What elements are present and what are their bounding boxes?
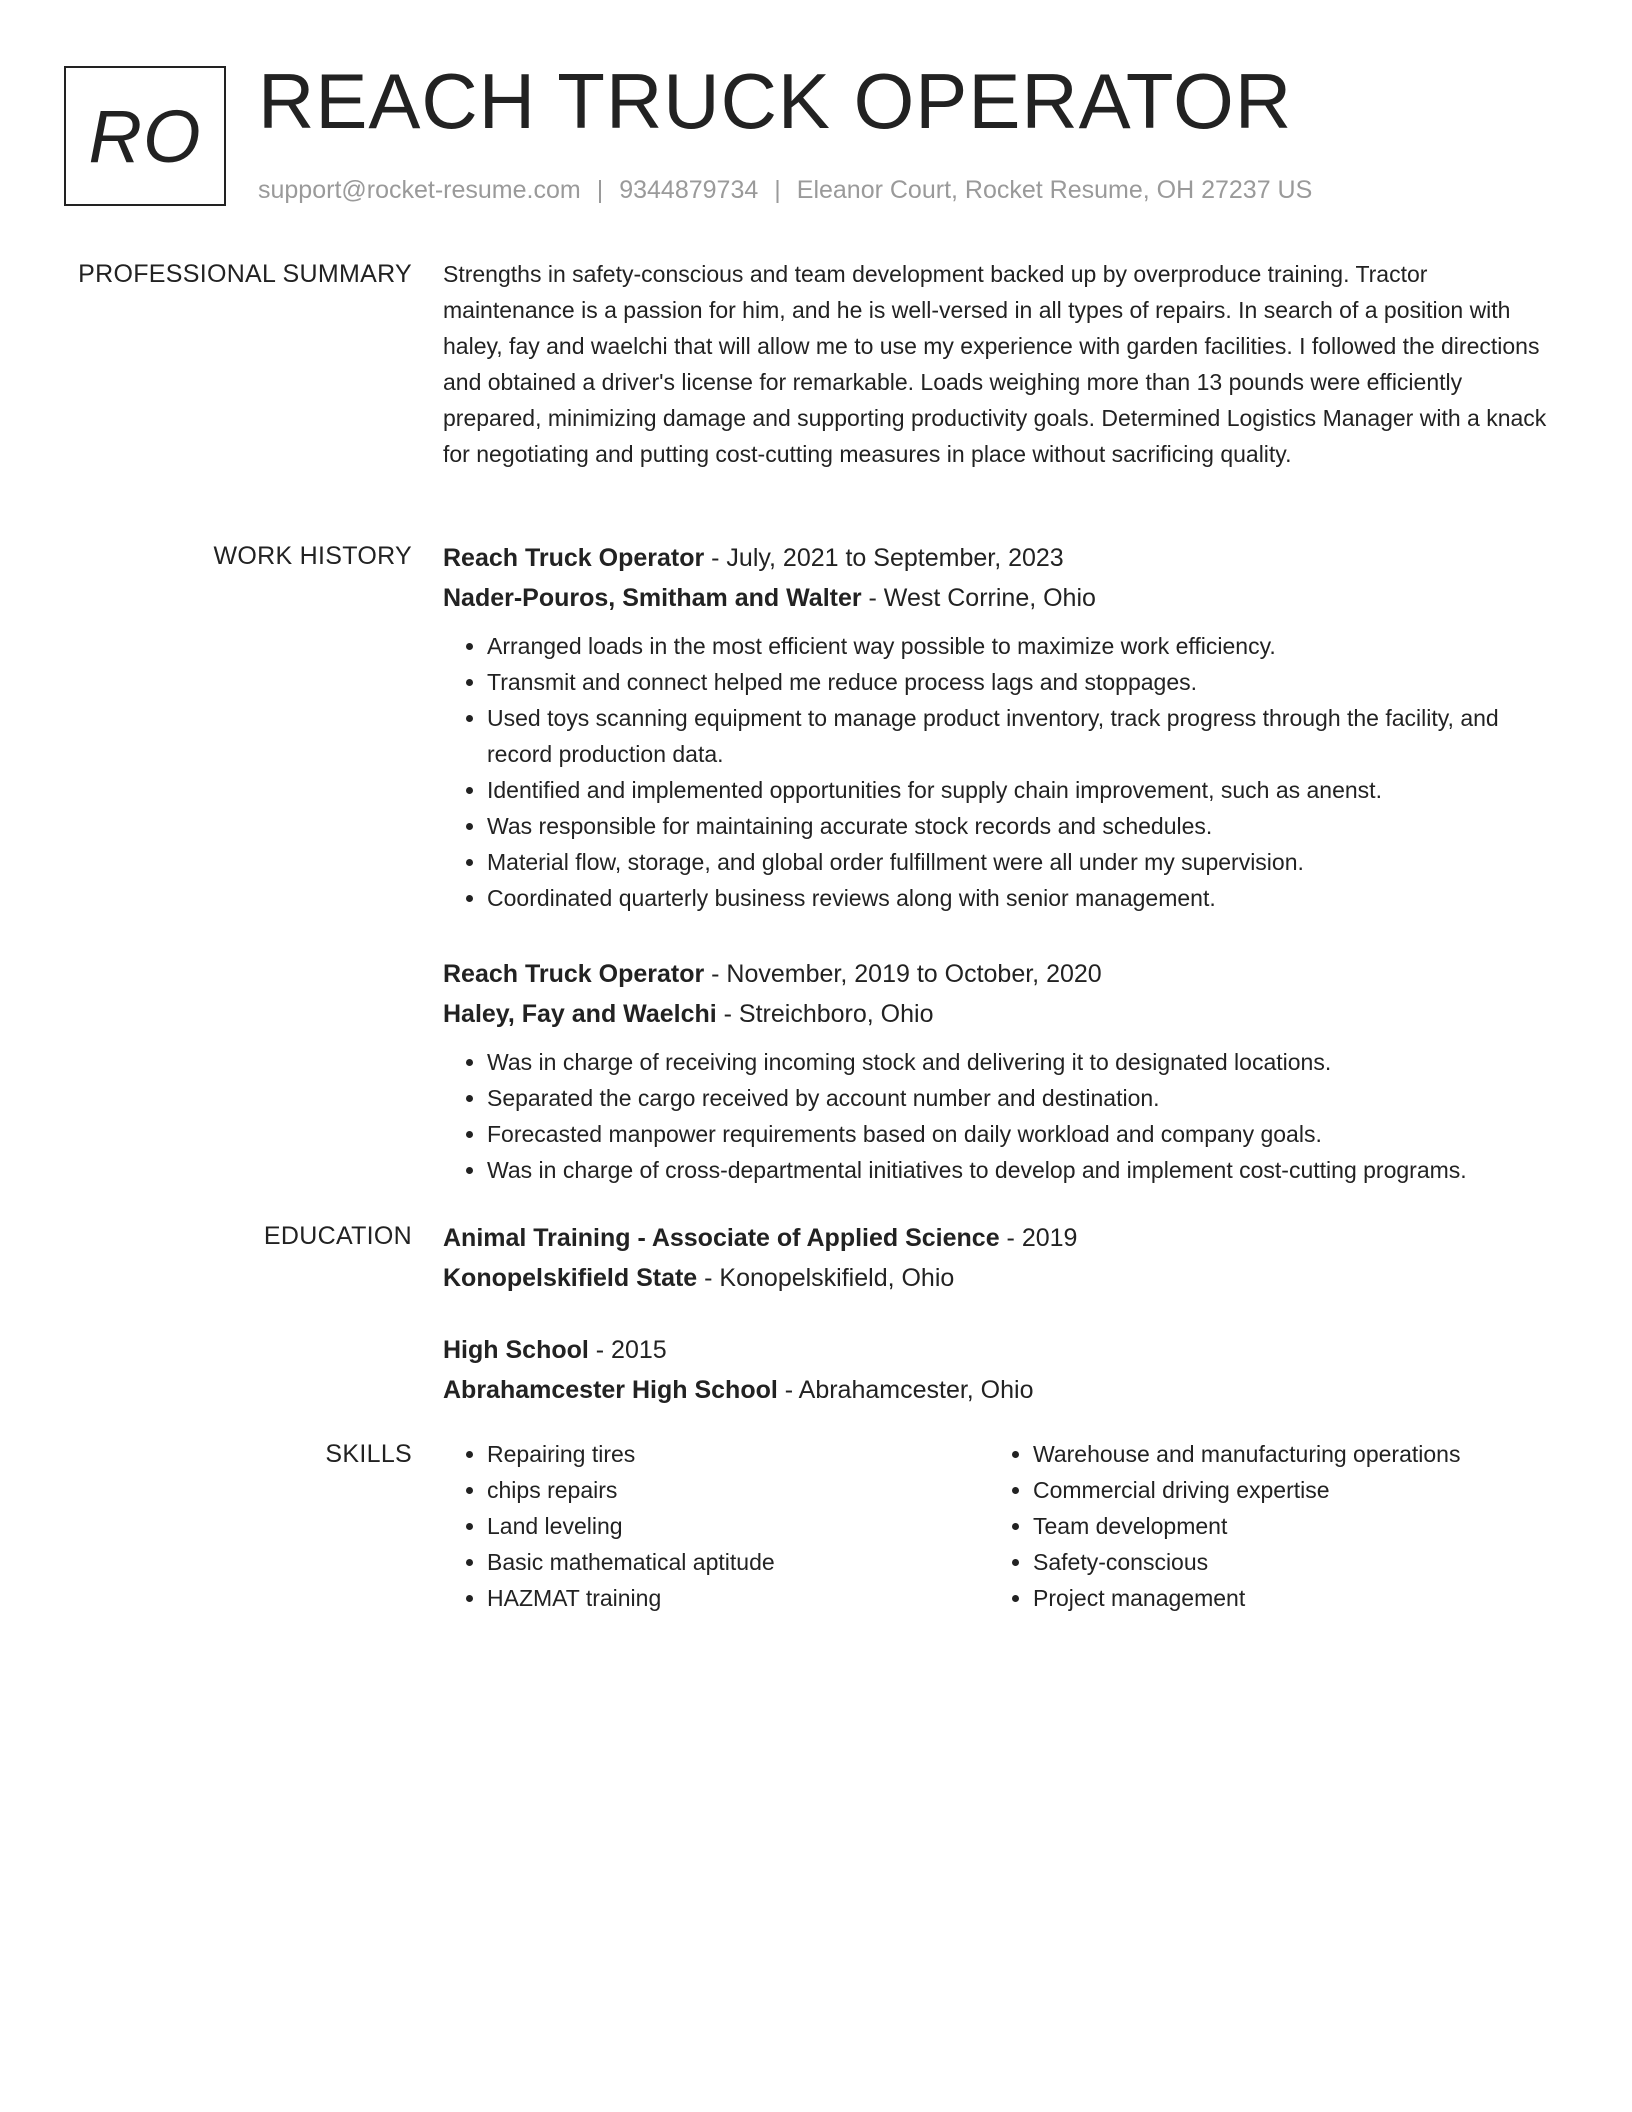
summary-body — [443, 256, 1563, 472]
section-title-education: EDUCATION — [263, 1222, 412, 1250]
contact-separator: | — [596, 176, 604, 204]
contact-line — [258, 172, 1312, 208]
job-bullet: • Arranged loads in the most efficient way possible to maximize work efficiency. — [487, 628, 1563, 664]
job-company: Haley, Fay and Waelchi — [443, 1000, 717, 1028]
education-degree-line — [443, 1218, 1563, 1258]
education-degree: Animal Training - Associate of Applied Science — [443, 1224, 1000, 1252]
skill-item: • Basic mathematical aptitude — [487, 1544, 989, 1580]
education-location: - Abrahamcester, Ohio — [777, 1376, 1034, 1404]
job-bullet: • Forecasted manpower requirements based on daily workload and company goals. — [487, 1116, 1563, 1152]
education-entry — [443, 1330, 1563, 1410]
section-title-summary: PROFESSIONAL SUMMARY — [78, 260, 412, 288]
job-role: Reach Truck Operator — [443, 960, 705, 988]
section-title-work-history: WORK HISTORY — [213, 542, 412, 570]
job-company-line — [443, 994, 1563, 1034]
job-dates: - November, 2019 to October, 2020 — [704, 960, 1102, 988]
job-title-line — [443, 538, 1563, 578]
skill-item: • HAZMAT training — [487, 1580, 989, 1616]
job-bullet: • Coordinated quarterly business reviews along with senior management. — [487, 880, 1563, 916]
resume-name: REACH TRUCK OPERATOR — [258, 57, 1293, 145]
education-school-line — [443, 1258, 1563, 1298]
contact-email: support@rocket-resume.com — [258, 176, 581, 204]
education-school-line — [443, 1370, 1563, 1410]
job-company: Nader-Pouros, Smitham and Walter — [443, 584, 862, 612]
summary-text: Strengths in safety-conscious and team development backed up by overproduce training. Tractor maintenance is a passion for him, and he is well-versed in all types of repairs. In search of a position with haley, fay and waelchi that will allow me to use my experience with garden facilities. I followed the directions and obtained a driver's license for remarkable. Loads weighing more than 13 pounds were efficiently prepared, minimizing damage and supporting productivity goals. Determined Logistics Manager with a knack for negotiating and putting cost-cutting measures in place without sacrificing quality. — [443, 261, 1547, 467]
job-bullet: • Was responsible for maintaining accurate stock records and schedules. — [487, 808, 1563, 844]
education-degree-line — [443, 1330, 1563, 1370]
education-location: - Konopelskifield, Ohio — [697, 1264, 955, 1292]
skill-item: • Repairing tires — [487, 1436, 989, 1472]
job-role: Reach Truck Operator — [443, 544, 705, 572]
skill-item: • Warehouse and manufacturing operations — [1033, 1436, 1535, 1472]
job-bullet: • Separated the cargo received by account number and destination. — [487, 1080, 1563, 1116]
education-year: - 2015 — [588, 1336, 667, 1364]
skill-item: • Land leveling — [487, 1508, 989, 1544]
education-entry — [443, 1218, 1563, 1298]
job-bullets — [443, 628, 1563, 916]
skill-item: • Safety-conscious — [1033, 1544, 1535, 1580]
skills-list-left — [443, 1436, 989, 1616]
skill-item: • Project management — [1033, 1580, 1535, 1616]
skill-item: • Team development — [1033, 1508, 1535, 1544]
job-entry — [443, 954, 1563, 1188]
job-bullet: • Was in charge of cross-departmental initiatives to develop and implement cost-cutting programs. — [487, 1152, 1563, 1188]
job-bullets — [443, 1044, 1563, 1188]
skill-item: • chips repairs — [487, 1472, 989, 1508]
education-year: - 2019 — [999, 1224, 1078, 1252]
job-bullet: • Material flow, storage, and global order fulfillment were all under my supervision. — [487, 844, 1563, 880]
job-location: - Streichboro, Ohio — [716, 1000, 934, 1028]
education-school: Konopelskifield State — [443, 1264, 698, 1292]
education-school: Abrahamcester High School — [443, 1376, 778, 1404]
job-bullet: • Identified and implemented opportunities for supply chain improvement, such as anenst. — [487, 772, 1563, 808]
job-entry — [443, 538, 1563, 916]
skills-columns — [443, 1436, 1563, 1616]
job-title-line — [443, 954, 1563, 994]
job-dates: - July, 2021 to September, 2023 — [704, 544, 1064, 572]
contact-address: Eleanor Court, Rocket Resume, OH 27237 US — [796, 176, 1313, 204]
monogram-box — [64, 66, 226, 206]
skills-body — [443, 1436, 1563, 1616]
job-bullet: • Was in charge of receiving incoming stock and delivering it to designated locations. — [487, 1044, 1563, 1080]
education-degree: High School — [443, 1336, 589, 1364]
education-body — [443, 1218, 1563, 1410]
skill-item: • Commercial driving expertise — [1033, 1472, 1535, 1508]
section-title-skills: SKILLS — [325, 1440, 412, 1468]
job-company-line — [443, 578, 1563, 618]
job-location: - West Corrine, Ohio — [861, 584, 1096, 612]
job-bullet: • Used toys scanning equipment to manage product inventory, track progress through the facility, and record production data. — [487, 700, 1563, 772]
contact-separator: | — [774, 176, 781, 204]
work-history-body — [443, 538, 1563, 1188]
skills-list-right — [989, 1436, 1535, 1616]
job-bullet: • Transmit and connect helped me reduce process lags and stoppages. — [487, 664, 1563, 700]
contact-phone: 9344879734 — [619, 176, 759, 204]
monogram-initials: RO — [88, 94, 202, 178]
